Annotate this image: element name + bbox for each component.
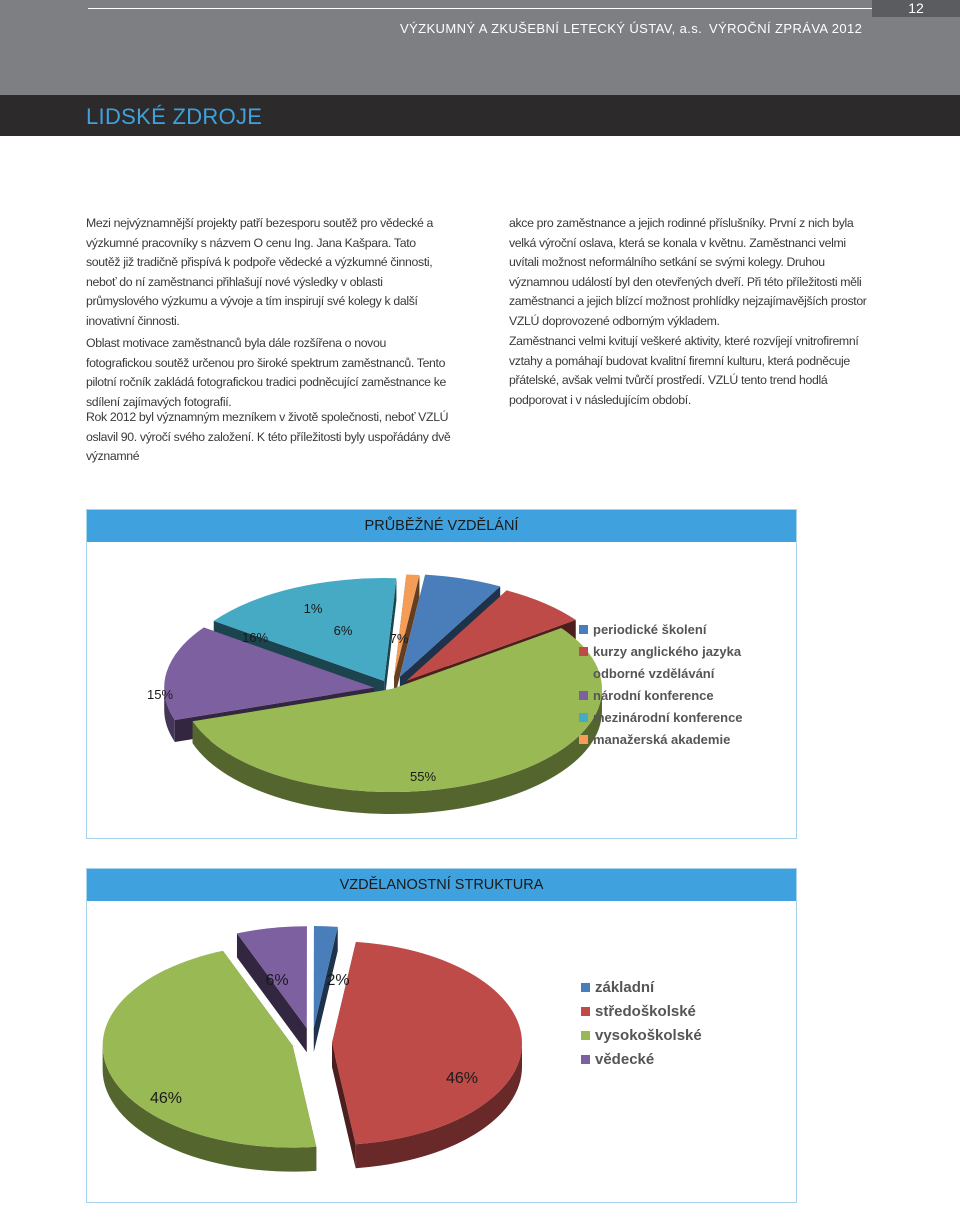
legend-item-periodicke-skoleni: periodické školení [593,622,707,637]
data-label: 16% [241,630,269,645]
legend-item-vysokoskolske: vysokoškolské [595,1027,702,1044]
legend-swatch [581,983,590,992]
legend-swatch [579,713,588,722]
paragraph-anniversary: Rok 2012 byl významným mezníkem v životě společnosti, neboť VZLÚ oslavil 90. výročí svého založení. K této příležitosti byly uspořádány dvě významné [86,410,451,464]
data-label: 15% [146,687,174,702]
legend-item-vedecke: vědecké [595,1051,655,1068]
legend-swatch [579,669,588,678]
chart-legend [581,979,702,1068]
header-band [0,0,960,95]
data-label: 2% [326,972,350,989]
page-number: 12 [872,0,960,17]
legend-item-narodni-konference: národní konference [593,688,714,703]
legend-item-odborne-vzdelavani: odborné vzdělávání [593,666,715,681]
header-rule [88,8,872,9]
legend-swatch [581,1031,590,1040]
chart-legend [579,622,743,747]
legend-swatch [579,625,588,634]
legend-item-stredoskolske: středoškolské [595,1003,696,1020]
pie-slice-tops [103,926,522,1148]
legend-item-kurzy-anglickeho-jazyka: kurzy anglického jazyka [593,644,742,659]
legend-swatch [579,735,588,744]
header-report-title: VÝROČNÍ ZPRÁVA 2012 [709,21,863,36]
legend-swatch [581,1007,590,1016]
chart-title: PRŮBĚŽNÉ VZDĚLÁNÍ [87,510,796,542]
chart-education-structure [86,868,797,1203]
header-organization: VÝZKUMNÝ A ZKUŠEBNÍ LETECKÝ ÚSTAV, a.s. [400,21,703,36]
data-label: 46% [149,1090,183,1107]
legend-item-mezinarodni-konference: mezinárodní konference [593,710,743,725]
legend-swatch [579,691,588,700]
chart-continuous-education [86,509,797,839]
paragraph-photo-competition: Oblast motivace zaměstnanců byla dále rozšířena o novou fotografickou soutěž určenou pro široké spektrum zaměstnanců. Tento pilotní ročník zakládá fotografickou tradici podněcující zaměstnance ke sdílení zajímavých fotografií. [86,336,446,409]
paragraph-events: akce pro zaměstnance a jejich rodinné příslušníky. První z nich byla velká výroční oslava, která se konala v květnu. Zaměstnanci velmi uvítali možnost neformálního setkání se svými kolegy. Druhou významnou událostí byl den otevřených dveří. Při této příležitosti měli zaměstnanci a jejich blízcí možnost prohlídky nejzajímavějších prostor VZLÚ doprovozené odborným výkladem. [509,216,867,328]
legend-swatch [579,647,588,656]
data-label: 55% [409,769,437,784]
legend-item-manazerska-akademie: manažerská akademie [593,732,731,747]
data-label: 6% [265,972,289,989]
legend-item-zakladni: základní [595,979,655,996]
paragraph-competition: Mezi nejvýznamnější projekty patří bezesporu soutěž pro vědecké a výzkumné pracovníky s názvem O cenu Ing. Jana Kašpara. Tato soutěž již tradičně přispívá k podpoře vědecké a výzkumné činnosti, neboť do ní zaměstnanci přihlašují nové výsledky v oblasti průmyslového výzkumu a vývoje a tím inspirují své kolegy k další inovativní činnosti. [86,216,434,328]
pie-chart-education-structure [87,901,796,1202]
data-label: 46% [445,1070,479,1087]
chart-title: VZDĚLANOSTNÍ STRUKTURA [87,869,796,901]
data-label: 1% [303,601,323,616]
section-title: LIDSKÉ ZDROJE [86,104,263,129]
pie-chart-continuous-education [87,542,796,838]
data-label: 7% [389,631,409,646]
data-label: 6% [333,623,353,638]
paragraph-culture: Zaměstnanci velmi kvitují veškeré aktivity, které rozvíjejí vnitrofiremní vztahy a pomáhají budovat kvalitní firemní kulturu, která podněcuje přátelské, avšak velmi tvůrčí prostředí. VZLÚ tento trend hodlá podporovat i v následujícím období. [509,334,859,407]
legend-swatch [581,1055,590,1064]
